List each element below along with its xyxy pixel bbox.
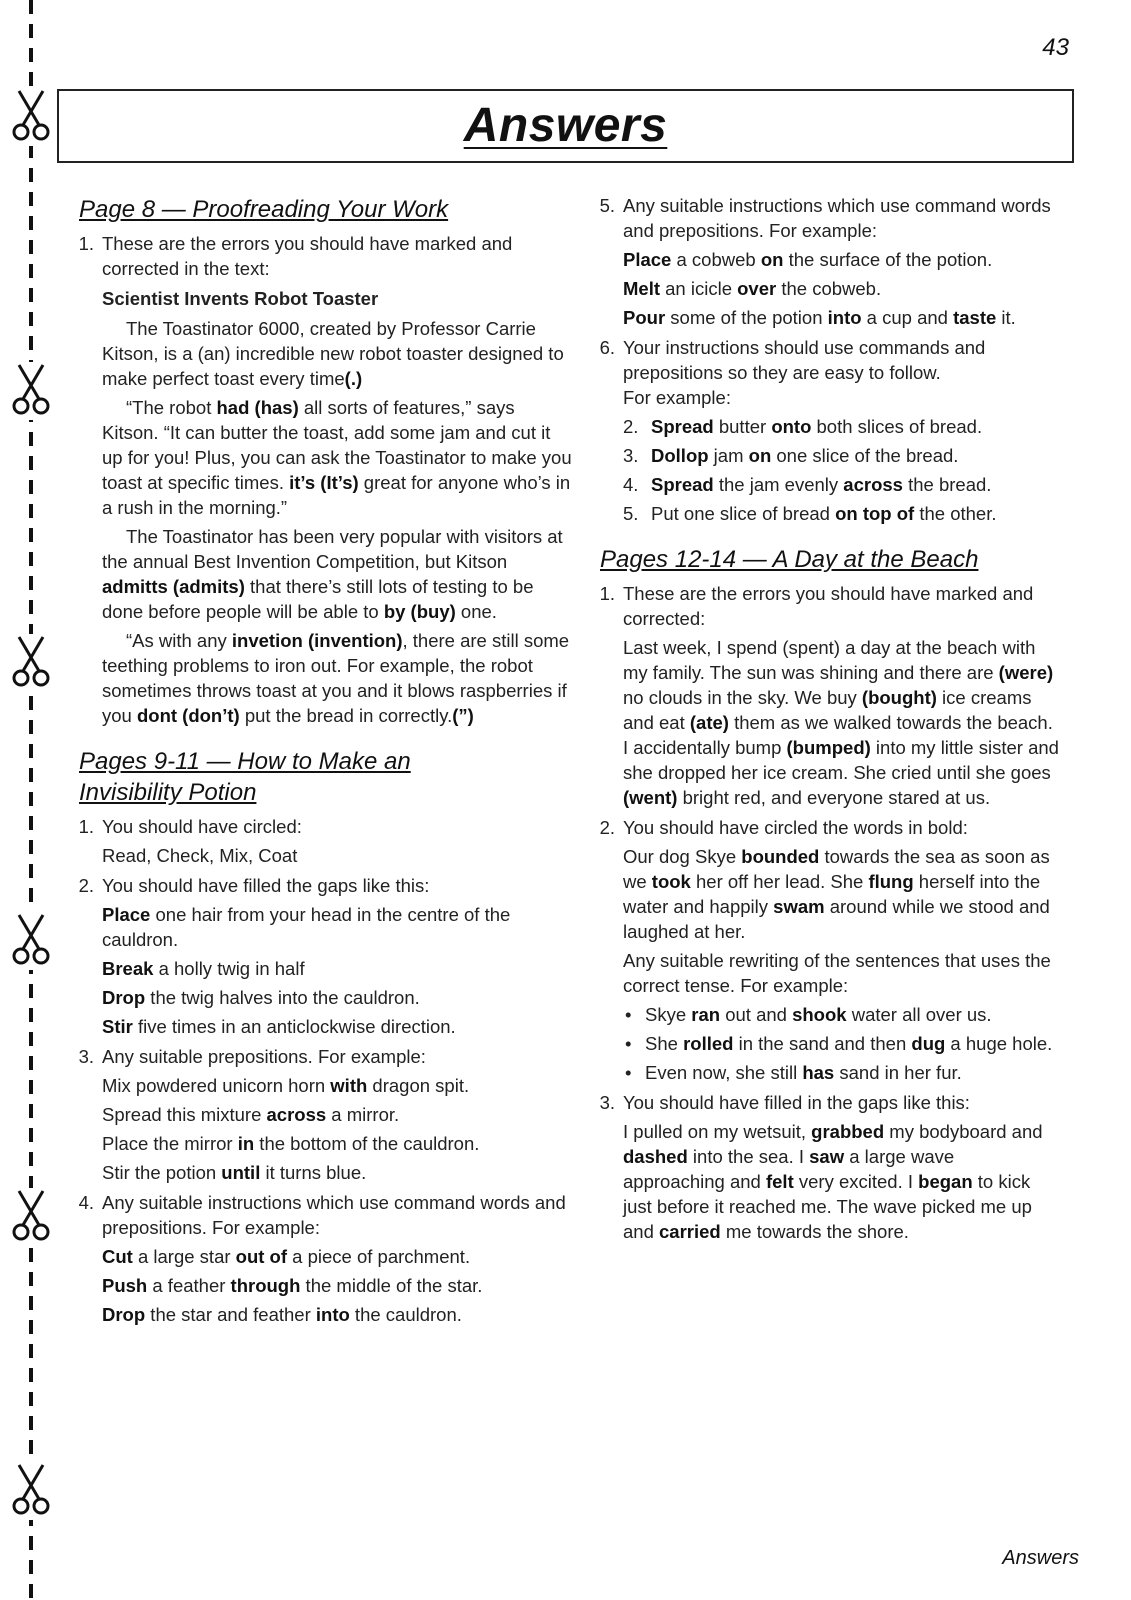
bullet-item: • Even now, she still has sand in her fur. xyxy=(623,1060,1061,1085)
item-number: 1. xyxy=(78,233,94,254)
bold-word: over xyxy=(737,278,777,299)
item-intro: These are the errors you should have marked and corrected in the text: xyxy=(102,233,513,279)
item-number: 1. xyxy=(599,583,615,604)
answer-item xyxy=(72,873,572,1039)
bold-word: (went) xyxy=(623,787,678,808)
answer-item xyxy=(593,815,1061,1085)
item-number: 4. xyxy=(78,1192,94,1213)
bold-word: (were) xyxy=(998,662,1054,683)
step-number: 4. xyxy=(623,474,639,495)
bold-word: into xyxy=(315,1304,350,1325)
step-text: Put one slice of bread on top of the other. xyxy=(651,503,997,524)
bold-word: it’s (It’s) xyxy=(289,472,359,493)
scissors-icon xyxy=(10,88,52,146)
item-intro: You should have circled the words in bold: xyxy=(623,817,968,838)
scissors-icon xyxy=(10,1188,52,1246)
bold-word: took xyxy=(651,871,691,892)
answer-paragraph: Last week, I spend (spent) a day at the beach with my family. The sun was shining and there are (were) no clouds in the sky. We buy (bought) ice creams and eat (ate) them as we walked towards the beach. I accidentally bump (bumped) into my little sister and she dropped her ice cream. She cried until she goes (went) bright red, and everyone stared at us. xyxy=(623,637,1059,808)
bold-word: invetion (invention) xyxy=(231,630,403,651)
bullet-list xyxy=(623,1002,1061,1085)
answer-item xyxy=(72,231,572,728)
bold-word: across xyxy=(843,474,903,495)
section-heading: Page 8 — Proofreading Your Work xyxy=(79,196,449,223)
item-number: 3. xyxy=(78,1046,94,1067)
answer-item xyxy=(72,814,572,868)
bold-word: rolled xyxy=(683,1033,734,1054)
bold-word: dug xyxy=(911,1033,946,1054)
answer-list xyxy=(72,814,572,1327)
article-paragraph: The Toastinator 6000, created by Professor Carrie Kitson, is a (an) incredible new robot toaster designed to make perfect toast every time(.) xyxy=(102,318,564,389)
bold-word: swam xyxy=(773,896,825,917)
section-heading-line: Invisibility Potion xyxy=(79,779,257,806)
instruction-steps xyxy=(623,414,1061,526)
answer-item xyxy=(593,335,1061,526)
article-paragraph: The Toastinator has been very popular with visitors at the annual Best Invention Competition, but Kitson admitts (admits) that there’s still lots of testing to be done before people will be able to by (buy) one. xyxy=(102,526,563,622)
answer-item xyxy=(72,1190,572,1327)
bold-word: (”) xyxy=(452,705,474,726)
scissors-icon xyxy=(10,1462,52,1520)
item-intro: Any suitable prepositions. For example: xyxy=(102,1046,426,1067)
rewrite-intro: Any suitable rewriting of the sentences that uses the correct tense. For example: xyxy=(623,950,1051,996)
bold-word: carried xyxy=(659,1221,721,1242)
bold-word: (.) xyxy=(344,368,363,389)
answer-line: Stir the potion until it turns blue. xyxy=(102,1162,367,1183)
answer-line: Push a feather through the middle of the star. xyxy=(102,1275,483,1296)
section-heading xyxy=(79,746,572,808)
section-invisibility-potion xyxy=(72,746,572,1327)
item-intro: Any suitable instructions which use command words and prepositions. For example: xyxy=(102,1192,566,1238)
bold-word: felt xyxy=(765,1171,794,1192)
bold-word: into xyxy=(827,307,862,328)
answer-line: Place one hair from your head in the centre of the cauldron. xyxy=(102,904,511,950)
bold-word: admitts (admits) xyxy=(102,576,245,597)
bold-word: bounded xyxy=(741,846,820,867)
footer-label: Answers xyxy=(1002,1547,1079,1569)
bold-word: on xyxy=(748,445,772,466)
answer-line: Cut a large star out of a piece of parchment. xyxy=(102,1246,471,1267)
bold-word: has xyxy=(802,1062,835,1083)
bold-word: had (has) xyxy=(216,397,299,418)
section-day-at-beach xyxy=(593,544,1061,1244)
bold-word: ran xyxy=(691,1004,721,1025)
answer-line: Stir five times in an anticlockwise direction. xyxy=(102,1016,456,1037)
item-number: 2. xyxy=(599,817,615,838)
page-title: Answers xyxy=(463,99,668,152)
bullet-item: • Skye ran out and shook water all over us. xyxy=(623,1002,1061,1027)
bold-word: taste xyxy=(953,307,997,328)
bold-word: on top of xyxy=(835,503,915,524)
bold-word: (ate) xyxy=(689,712,729,733)
step-text: Spread the jam evenly across the bread. xyxy=(651,474,992,495)
item-example-label: For example: xyxy=(623,387,731,408)
section-invisibility-potion-continued xyxy=(593,193,1061,526)
bold-word: Spread xyxy=(651,416,714,437)
answer-list xyxy=(593,581,1061,1244)
item-intro: You should have circled: xyxy=(102,816,302,837)
section-proofreading xyxy=(72,194,572,728)
answer-item xyxy=(593,193,1061,330)
bold-word: Place xyxy=(623,249,672,270)
bold-word: flung xyxy=(868,871,914,892)
item-intro: Any suitable instructions which use command words and prepositions. For example: xyxy=(623,195,1051,241)
bold-word: Spread xyxy=(651,474,714,495)
item-intro: You should have filled the gaps like this: xyxy=(102,875,430,896)
bold-word: saw xyxy=(809,1146,845,1167)
instruction-step xyxy=(623,472,1061,497)
step-text: Dollop jam on one slice of the bread. xyxy=(651,445,959,466)
bullet-item: • She rolled in the sand and then dug a huge hole. xyxy=(623,1031,1061,1056)
scissors-icon xyxy=(10,634,52,692)
bold-word: until xyxy=(221,1162,261,1183)
bold-word: dont (don’t) xyxy=(136,705,240,726)
item-intro: Your instructions should use commands and prepositions so they are easy to follow. xyxy=(623,337,986,383)
answer-line: Spread this mixture across a mirror. xyxy=(102,1104,400,1125)
answer-item xyxy=(72,1044,572,1185)
step-text: Spread butter onto both slices of bread. xyxy=(651,416,983,437)
page-number: 43 xyxy=(1042,34,1069,61)
bold-word: Drop xyxy=(102,987,146,1008)
bold-word: through xyxy=(230,1275,301,1296)
left-column xyxy=(72,194,572,1345)
answer-line: Break a holly twig in half xyxy=(102,958,305,979)
bold-word: in xyxy=(237,1133,255,1154)
instruction-step xyxy=(623,501,1061,526)
answer-line: Drop the twig halves into the cauldron. xyxy=(102,987,420,1008)
item-number: 2. xyxy=(78,875,94,896)
bold-word: across xyxy=(266,1104,327,1125)
step-number: 5. xyxy=(623,503,639,524)
item-intro: These are the errors you should have marked and corrected: xyxy=(623,583,1034,629)
bold-word: Push xyxy=(102,1275,148,1296)
bold-word: grabbed xyxy=(811,1121,885,1142)
article-title: Scientist Invents Robot Toaster xyxy=(102,288,379,309)
bold-word: out of xyxy=(235,1246,288,1267)
bold-word: Stir xyxy=(102,1016,133,1037)
section-heading: Pages 12-14 — A Day at the Beach xyxy=(600,546,979,573)
right-column xyxy=(593,193,1061,1262)
item-number: 5. xyxy=(599,195,615,216)
instruction-step xyxy=(623,443,1061,468)
bold-word: began xyxy=(918,1171,973,1192)
bold-word: Drop xyxy=(102,1304,146,1325)
answer-line: Drop the star and feather into the cauldron. xyxy=(102,1304,462,1325)
article-paragraph: “As with any invetion (invention), there are still some teething problems to iron out. For example, the robot sometimes throws toast at you and it blows raspberries if you dont (don’t) put the bread in correctly.(”) xyxy=(102,630,570,726)
step-number: 2. xyxy=(623,416,639,437)
answer-paragraph: Our dog Skye bounded towards the sea as soon as we took her off her lead. She flung herself into the water and happily swam around while we stood and laughed at her. xyxy=(623,846,1050,942)
answer-item xyxy=(593,581,1061,810)
bold-word: Place xyxy=(102,904,151,925)
scissors-icon xyxy=(10,362,52,420)
instruction-step xyxy=(623,414,1061,439)
bold-word: by (buy) xyxy=(383,601,456,622)
title-box xyxy=(57,89,1074,163)
answer-line: Mix powdered unicorn horn with dragon spit. xyxy=(102,1075,470,1096)
item-number: 3. xyxy=(599,1092,615,1113)
answer-line: Place a cobweb on the surface of the potion. xyxy=(623,249,993,270)
article-paragraph: “The robot had (has) all sorts of features,” says Kitson. “It can butter the toast, add some jam and cut it up for you! Plus, you can ask the Toastinator to make you toast at specific times. it’s (It’s) great for anyone who’s in a rush in the morning.” xyxy=(102,397,572,518)
section-heading-line: Pages 9-11 — How to Make an xyxy=(79,748,411,775)
bold-word: (bumped) xyxy=(786,737,871,758)
answer-paragraph: I pulled on my wetsuit, grabbed my bodyboard and dashed into the sea. I saw a large wave approaching and felt very excited. I began to kick just before it reached me. The wave picked me up and carried me towards the shore. xyxy=(623,1121,1043,1242)
bold-word: dashed xyxy=(623,1146,688,1167)
bold-word: Cut xyxy=(102,1246,133,1267)
bold-word: Break xyxy=(102,958,154,979)
bold-word: shook xyxy=(792,1004,847,1025)
step-number: 3. xyxy=(623,445,639,466)
bold-word: (bought) xyxy=(861,687,937,708)
bold-word: Dollop xyxy=(651,445,709,466)
bold-word: onto xyxy=(771,416,812,437)
item-number: 1. xyxy=(78,816,94,837)
bold-word: Pour xyxy=(623,307,666,328)
bold-word: with xyxy=(330,1075,368,1096)
answer-line: Read, Check, Mix, Coat xyxy=(102,845,298,866)
answer-item xyxy=(593,1090,1061,1244)
bold-word: Melt xyxy=(623,278,660,299)
bold-word: on xyxy=(760,249,784,270)
answer-line: Melt an icicle over the cobweb. xyxy=(623,278,882,299)
scissors-icon xyxy=(10,912,52,970)
item-number: 6. xyxy=(599,337,615,358)
answer-list xyxy=(593,193,1061,526)
answer-line: Pour some of the potion into a cup and taste it. xyxy=(623,307,1016,328)
answer-line: Place the mirror in the bottom of the cauldron. xyxy=(102,1133,480,1154)
item-intro: You should have filled in the gaps like this: xyxy=(623,1092,970,1113)
cut-line xyxy=(29,0,33,1600)
answer-list xyxy=(72,231,572,728)
